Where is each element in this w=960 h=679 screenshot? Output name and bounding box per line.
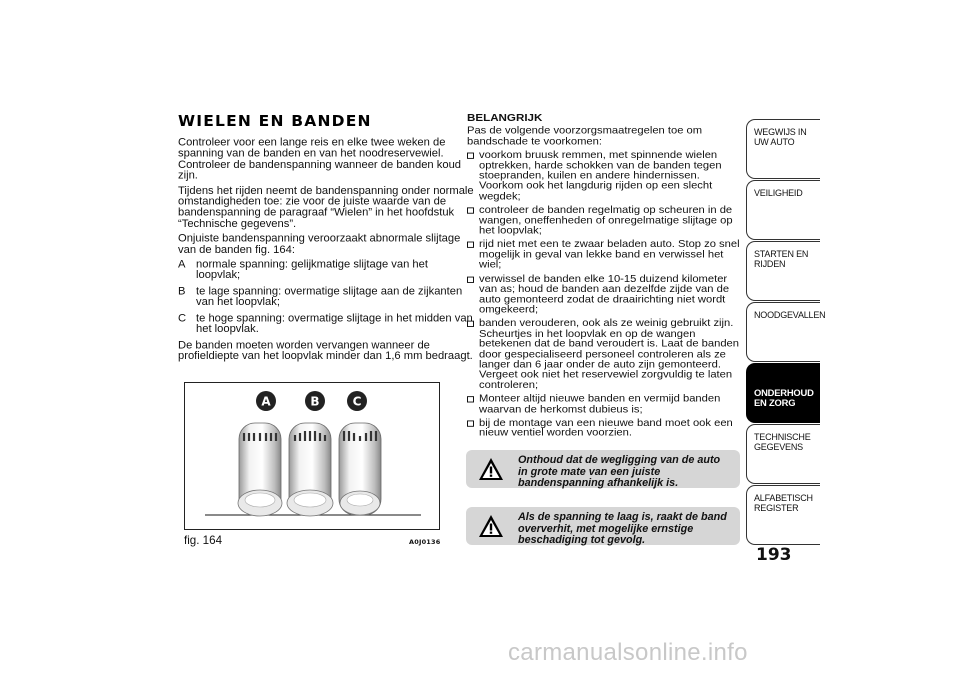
tire-a <box>238 391 282 516</box>
tab-noodgevallen[interactable] <box>746 302 826 362</box>
tab-technische-gegevens[interactable] <box>746 424 820 484</box>
tab-label: ALFABETISCH REGISTER <box>754 493 813 513</box>
page-number: 193 <box>756 545 792 565</box>
chapter-tabs <box>746 119 826 546</box>
warning-box <box>466 450 740 488</box>
warning-triangle-icon <box>478 514 504 538</box>
list-item <box>467 206 745 237</box>
tab-label: VEILIGHEID <box>754 188 803 198</box>
list-item <box>467 395 745 416</box>
list-text: bij de montage van een nieuwe band moet ook een nieuw ventiel worden voorzien. <box>479 417 733 439</box>
checkbox-bullet-icon <box>467 242 474 248</box>
checkbox-bullet-icon <box>467 276 474 282</box>
warning-triangle-icon <box>478 457 504 481</box>
figure-label-b: B <box>310 394 320 409</box>
tab-starten-en-rijden[interactable] <box>746 241 820 301</box>
tab-label: TECHNISCHE GEGEVENS <box>754 432 811 452</box>
list-key: A <box>178 258 186 271</box>
paragraph-pressure-increase: Tijdens het rijden neemt de bandenspanning onder normale omstandigheden toe: zie voor de juiste waarde van de bandenspanning de paragraaf “Wielen” in het hoofdstuk “Technische gegevens”. <box>178 184 474 230</box>
checkbox-bullet-icon <box>467 321 474 327</box>
list-item <box>467 419 745 440</box>
tire-c <box>339 391 381 515</box>
tire-wear-illustration <box>185 383 439 529</box>
tab-label: WEGWIJS IN UW AUTO <box>754 127 807 147</box>
warning-text: Als de spanning te laag is, raakt de band oververhit, met mogelijke ernstige beschadiging tot gevolg. <box>518 511 727 547</box>
wear-list <box>178 260 474 336</box>
tire-b <box>287 391 333 516</box>
list-text: normale spanning: gelijkmatige slijtage van het loopvlak; <box>196 258 428 282</box>
tab-label: ONDERHOUD EN ZORG <box>754 387 814 408</box>
tire-wear-figure <box>184 382 440 530</box>
list-item <box>178 260 474 282</box>
list-item <box>178 287 474 309</box>
list-text: banden verouderen, ook als ze weinig gebruikt zijn. Scheurtjes in het loopvlak en op de wangen betekenen dat de band veroudert is. Laat de banden door gespecialiseerd personeel controleren als ze langer dan 6 jaar onder de auto zijn gemonteerd. Vergeet ook niet het reservewiel zorgvuldig te laten controleren; <box>479 318 740 391</box>
checkbox-bullet-icon <box>467 153 474 159</box>
paragraph-tread-depth: De banden moeten worden vervangen wanneer de profieldiepte van het loopvlak minder dan 1,6 mm bedraagt. <box>178 339 473 363</box>
list-item <box>178 314 474 336</box>
checkbox-bullet-icon <box>467 420 474 426</box>
list-text: voorkom bruusk remmen, met spinnende wielen optrekken, harde schokken van de banden tegen stoepranden, kuilen en andere hindernissen. Voorkom ook het langdurig rijden op een slecht wegdek; <box>479 150 722 202</box>
warning-box <box>466 507 740 545</box>
tab-veiligheid[interactable] <box>746 180 820 240</box>
tab-alfabetisch-register[interactable] <box>746 485 820 545</box>
section-title: WIELEN EN BANDEN <box>178 112 372 130</box>
list-key: C <box>178 312 187 325</box>
important-intro: Pas de volgende voorzorgsmaatregelen toe om bandschade te voorkomen: <box>467 125 703 147</box>
figure-code: A0J0136 <box>409 538 441 546</box>
list-text: rijd niet met een te zwaar beladen auto. Stop zo snel mogelijk in geval van lekke band en verwissel het wiel; <box>479 239 740 271</box>
tab-label: STARTEN EN RIJDEN <box>754 249 809 269</box>
right-column <box>467 113 745 443</box>
paragraph-abnormal-wear: Onjuiste bandenspanning veroorzaakt abnormale slijtage van de banden fig. 164: <box>178 232 461 256</box>
list-text: verwissel de banden elke 10-15 duizend kilometer van as; houd de banden aan dezelfde zijde van de auto gemonteerd zodat de draairichting niet wordt omgekeerd; <box>479 273 730 316</box>
list-text: Monteer altijd nieuwe banden en vermijd banden waarvan de herkomst dubieus is; <box>479 393 721 415</box>
important-heading: BELANGRIJK <box>467 112 543 124</box>
tab-label: NOODGEVALLEN <box>754 310 826 320</box>
warning-text: Onthoud dat de wegligging van de auto in grote mate van een juiste bandenspanning afhankelijk is. <box>518 454 721 490</box>
figure-label-a: A <box>261 394 271 409</box>
list-text: te hoge spanning: overmatige slijtage in het midden van het loopvlak. <box>196 312 473 336</box>
checkbox-bullet-icon <box>467 396 474 402</box>
list-item <box>467 151 745 202</box>
list-item <box>467 240 745 271</box>
tab-wegwijs-in-uw-auto[interactable] <box>746 119 820 179</box>
figure-caption: fig. 164 <box>184 534 223 547</box>
precaution-list <box>467 151 745 439</box>
tab-onderhoud-en-zorg[interactable] <box>746 363 820 423</box>
list-text: controleer de banden regelmatig op scheuren in de wangen, oneffenheden of onregelmatige slijtage op het loopvlak; <box>479 204 733 237</box>
list-text: te lage spanning: overmatige slijtage aan de zijkanten van het loopvlak; <box>196 285 463 309</box>
list-item <box>467 275 745 316</box>
left-column <box>178 138 474 366</box>
list-key: B <box>178 285 186 298</box>
paragraph-pressure-check: Controleer voor een lange reis en elke twee weken de spanning van de banden en van het noodreservewiel. Controleer de bandenspanning wanneer de banden koud zijn. <box>178 137 462 182</box>
figure-label-c: C <box>352 394 362 409</box>
list-item <box>467 319 745 391</box>
checkbox-bullet-icon <box>467 208 474 214</box>
watermark: carmanualsonline.info <box>508 639 748 666</box>
